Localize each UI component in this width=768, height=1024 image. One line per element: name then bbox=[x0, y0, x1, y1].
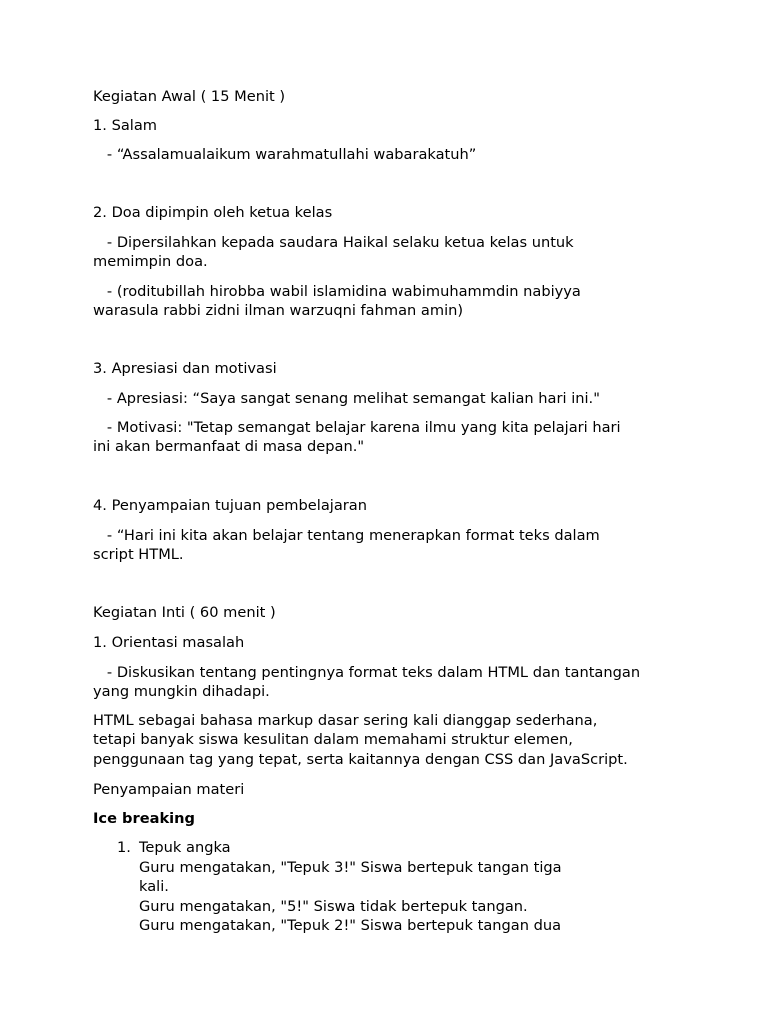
doa-paragraph-2-line-2: warasula rabbi zidni ilman warzuqni fahman amin) bbox=[93, 302, 464, 319]
doa-paragraph-2-line-1: - (roditubillah hirobba wabil islamidina wabimuhammdin nabiyya bbox=[93, 283, 581, 300]
list-item-line-1: Guru mengatakan, "Tepuk 3!" Siswa bertepuk tangan tiga bbox=[139, 859, 562, 876]
orientasi-line-1: - Diskusikan tentang pentingnya format teks dalam HTML dan tantangan bbox=[93, 664, 641, 681]
item-title-apresiasi: 3. Apresiasi dan motivasi bbox=[93, 360, 277, 377]
ice-breaking-heading: Ice breaking bbox=[93, 810, 195, 827]
list-item-line-2: kali. bbox=[139, 878, 169, 895]
motivasi-line-2: ini akan bermanfaat di masa depan." bbox=[93, 438, 365, 455]
tujuan-line-2: script HTML. bbox=[93, 546, 184, 563]
motivasi-line-1: - Motivasi: "Tetap semangat belajar karena ilmu yang kita pelajari hari bbox=[93, 419, 621, 436]
paragraph-line-1: HTML sebagai bahasa markup dasar sering kali dianggap sederhana, bbox=[93, 712, 598, 729]
item-title-orientasi: 1. Orientasi masalah bbox=[93, 634, 245, 651]
orientasi-line-2: yang mungkin dihadapi. bbox=[93, 683, 270, 700]
tujuan-line-1: - “Hari ini kita akan belajar tentang menerapkan format teks dalam bbox=[93, 527, 600, 544]
list-item-number: 1. bbox=[117, 839, 131, 856]
apresiasi-text: - Apresiasi: “Saya sangat senang melihat semangat kalian hari ini." bbox=[93, 390, 600, 407]
list-item-line-3: Guru mengatakan, "5!" Siswa tidak bertepuk tangan. bbox=[139, 898, 528, 915]
section-heading-kegiatan-inti: Kegiatan Inti ( 60 menit ) bbox=[93, 604, 276, 621]
doa-paragraph-1-line-1: - Dipersilahkan kepada saudara Haikal selaku ketua kelas untuk bbox=[93, 234, 574, 251]
doa-paragraph-1-line-2: memimpin doa. bbox=[93, 253, 208, 270]
salam-text: - “Assalamualaikum warahmatullahi wabarakatuh” bbox=[93, 146, 477, 163]
paragraph-line-3: penggunaan tag yang tepat, serta kaitannya dengan CSS dan JavaScript. bbox=[93, 751, 628, 768]
item-title-salam: 1. Salam bbox=[93, 117, 157, 134]
section-heading-kegiatan-awal: Kegiatan Awal ( 15 Menit ) bbox=[93, 88, 286, 105]
paragraph-line-2: tetapi banyak siswa kesulitan dalam memahami struktur elemen, bbox=[93, 731, 573, 748]
item-title-tujuan: 4. Penyampaian tujuan pembelajaran bbox=[93, 497, 367, 514]
list-item-line-4: Guru mengatakan, "Tepuk 2!" Siswa bertepuk tangan dua bbox=[139, 917, 562, 934]
list-item-title: Tepuk angka bbox=[139, 839, 231, 856]
penyampaian-materi: Penyampaian materi bbox=[93, 781, 245, 798]
item-title-doa: 2. Doa dipimpin oleh ketua kelas bbox=[93, 204, 333, 221]
